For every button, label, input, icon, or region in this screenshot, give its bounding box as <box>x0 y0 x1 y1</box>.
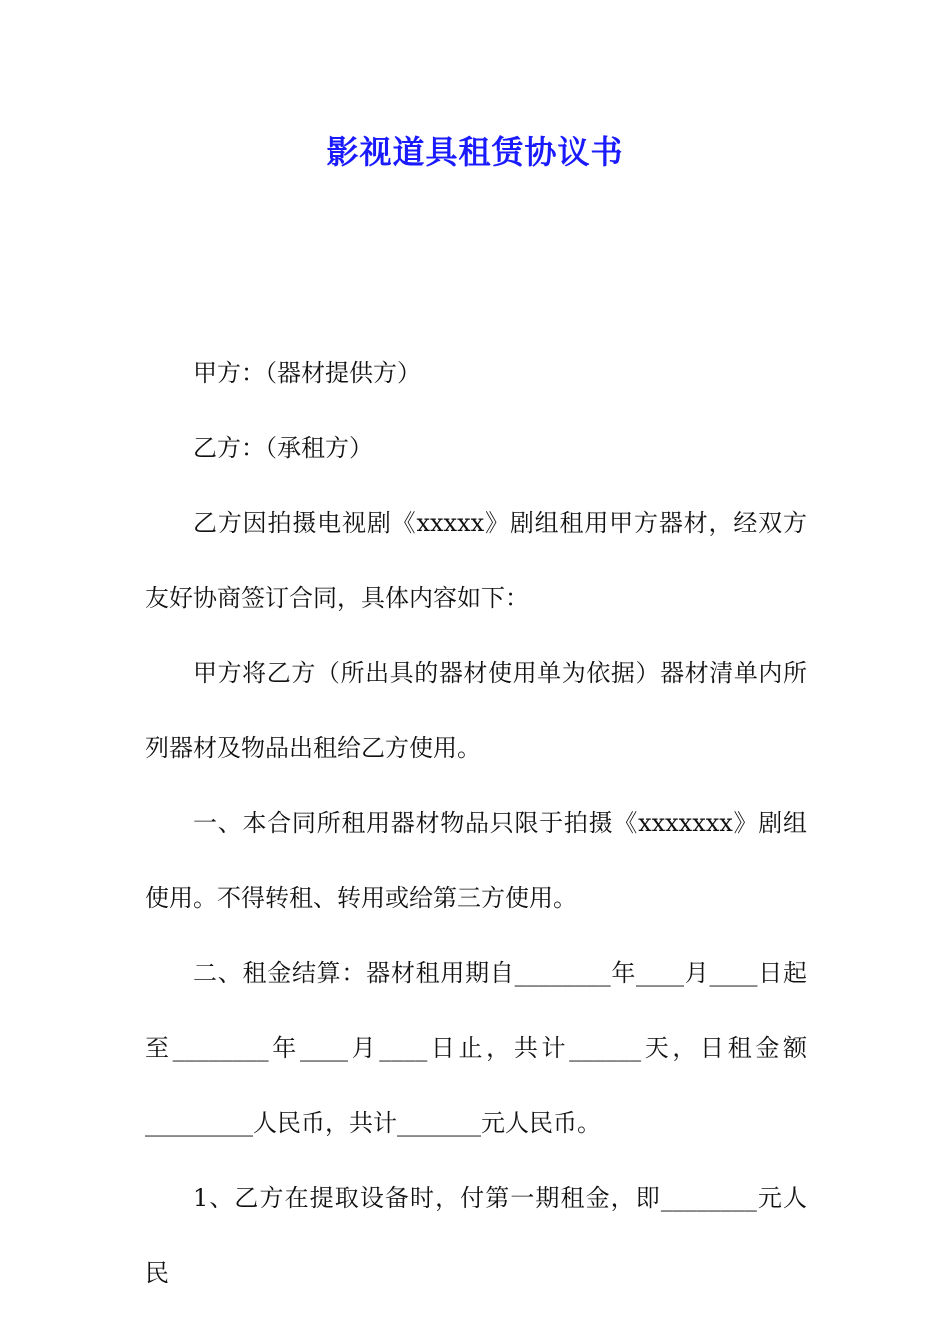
paragraph-party-a: 甲方：（器材提供方） <box>193 359 421 387</box>
paragraph-rental-scope: 甲方将乙方（所出具的器材使用单为依据）器材清单内所列器材及物品出租给乙方使用。 <box>145 659 807 762</box>
paragraph-intro: 乙方因拍摄电视剧《xxxxx》剧组租用甲方器材，经双方友好协商签订合同，具体内容如下： <box>145 509 807 612</box>
paragraph-party-b: 乙方：（承租方） <box>193 434 373 462</box>
paragraph-clause-2-1: 1、乙方在提取设备时，付第一期租金，即________元人民 <box>145 1184 807 1287</box>
paragraph-clause-1: 一、本合同所租用器材物品只限于拍摄《xxxxxxx》剧组使用。不得转租、转用或给第三方使用。 <box>145 809 807 912</box>
document-title: 影视道具租赁协议书 <box>326 133 624 171</box>
paragraph-clause-2: 二、租金结算：器材租用期自________年____月____日起至________年____月____日止，共计______天，日租金额_________人民币，共计_______元人民币。 <box>145 959 807 1137</box>
document-body <box>145 336 807 1311</box>
